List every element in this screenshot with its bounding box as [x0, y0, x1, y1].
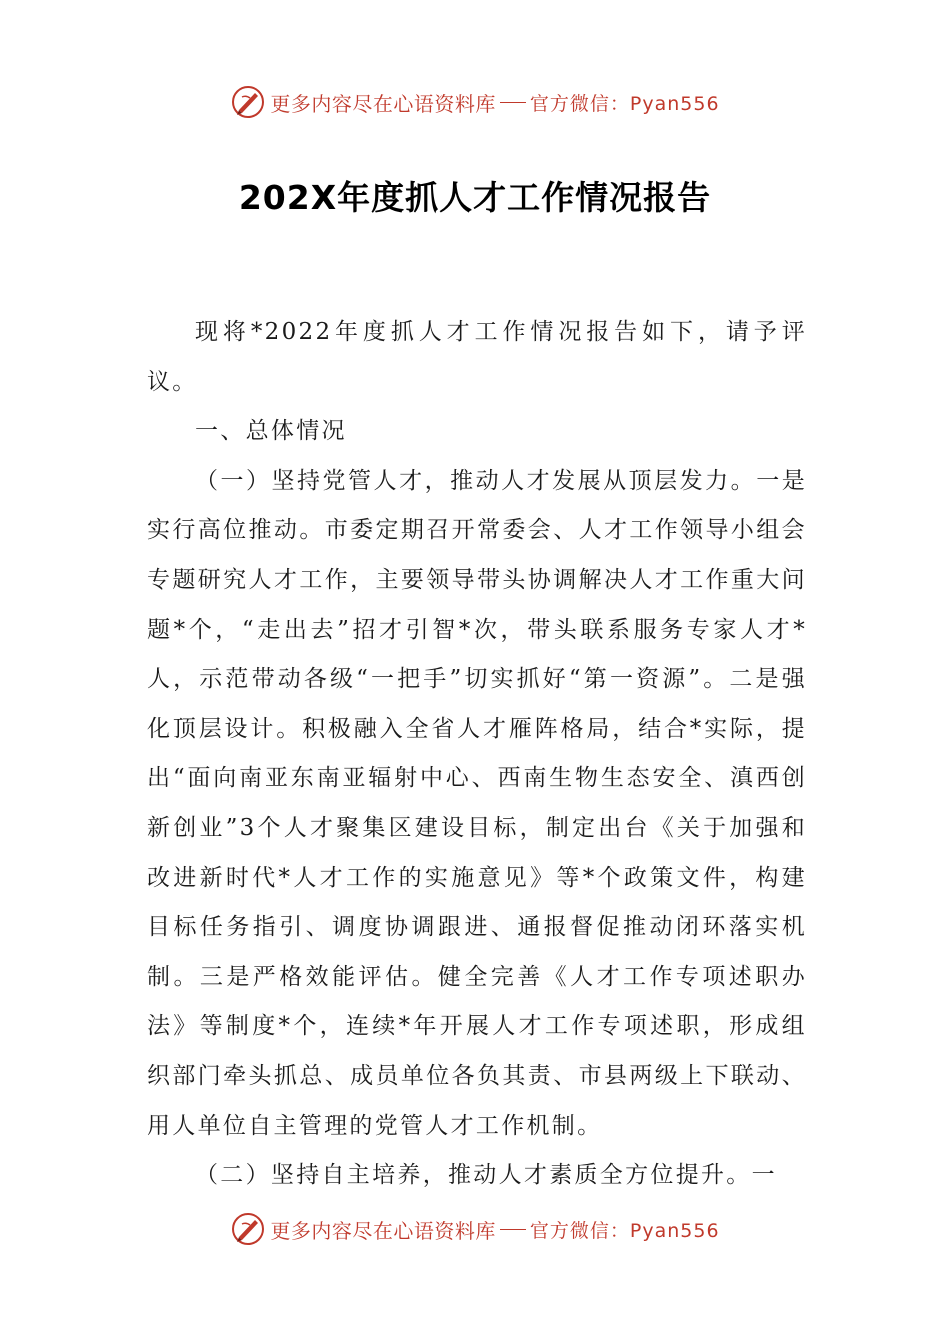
banner-brand-text: 更多内容尽在心语资料库: [270, 91, 496, 116]
document-title: 202X年度抓人才工作情况报告: [238, 178, 712, 217]
document-body: [147, 308, 807, 1201]
footer-banner: [0, 1209, 950, 1249]
paragraph: 现将*2022年度抓人才工作情况报告如下，请予评议。: [147, 319, 807, 395]
banner-divider: [500, 102, 526, 103]
paragraph: （一）坚持党管人才，推动人才发展从顶层发力。一是实行高位推动。市委定期召开常委会、人才工作领导小组会专题研究人才工作，主要领导带头协调解决人才工作重大问题*个，“走出去”招才引智*次，带头联系服务专家人才*人，示范带动各级“一把手”切实抓好“第一资源”。二是强化顶层设计。积极融入全省人才雁阵格局，结合*实际，提出“面向南亚东南亚辐射中心、西南生物生态安全、滇西创新创业”3个人才聚集区建设目标，制定出台《关于加强和改进新时代*人才工作的实施意见》等*个政策文件，构建目标任务指引、调度协调跟进、通报督促推动闭环落实机制。三是严格效能评估。健全完善《人才工作专项述职办法》等制度*个，连续*年开展人才工作专项述职，形成组织部门牵头抓总、成员单位各负其责、市县两级上下联动、用人单位自主管理的党管人才工作机制。: [147, 467, 807, 1139]
banner-brand-text: 更多内容尽在心语资料库: [270, 1218, 496, 1243]
banner-divider: [500, 1229, 526, 1230]
banner-official-text: 官方微信：Pyan556: [529, 92, 720, 115]
header-banner: [0, 82, 950, 122]
banner-official-text: 官方微信：Pyan556: [529, 1219, 720, 1242]
section-heading: 一、总体情况: [195, 418, 347, 445]
pen-logo-icon: [230, 84, 266, 120]
pen-logo-icon: [230, 1211, 266, 1247]
paragraph: （二）坚持自主培养，推动人才素质全方位提升。一: [195, 1162, 777, 1189]
